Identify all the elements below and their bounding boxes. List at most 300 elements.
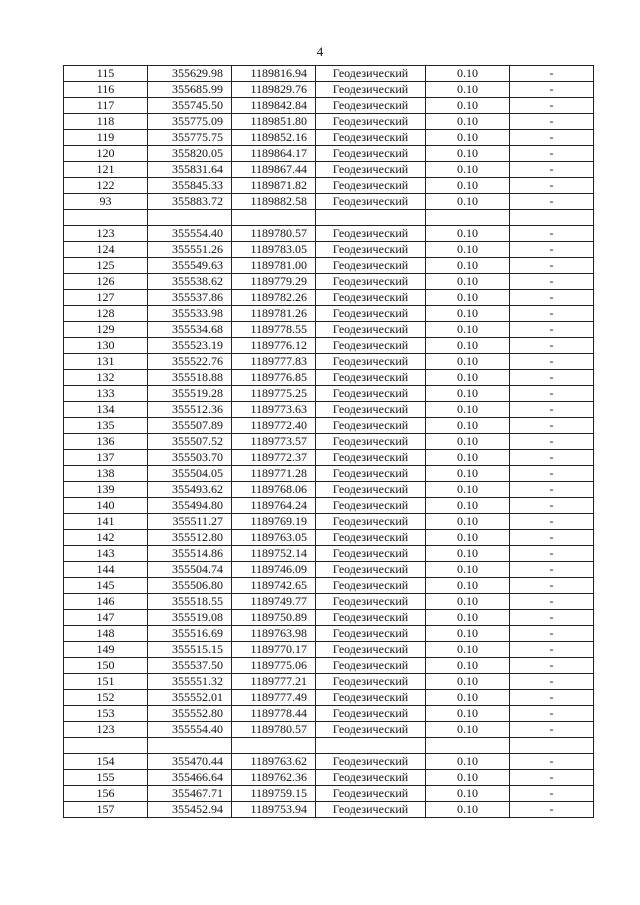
method-cell: Геодезический	[316, 562, 426, 578]
blank-separator-row	[64, 210, 594, 226]
description-cell: -	[510, 402, 594, 418]
method-cell: Геодезический	[316, 482, 426, 498]
table-row	[64, 514, 594, 530]
table-row	[64, 98, 594, 114]
x-coordinate-cell: 355470.44	[148, 754, 232, 770]
point-number-cell: 145	[64, 578, 148, 594]
x-coordinate-cell: 355523.19	[148, 338, 232, 354]
point-number-cell: 119	[64, 130, 148, 146]
accuracy-cell: 0.10	[426, 754, 510, 770]
method-cell: Геодезический	[316, 802, 426, 818]
method-cell: Геодезический	[316, 594, 426, 610]
table-row	[64, 258, 594, 274]
description-cell: -	[510, 722, 594, 738]
table-row	[64, 114, 594, 130]
empty-cell	[510, 210, 594, 226]
description-cell: -	[510, 610, 594, 626]
point-number-cell: 123	[64, 722, 148, 738]
accuracy-cell: 0.10	[426, 642, 510, 658]
description-cell: -	[510, 546, 594, 562]
table-row	[64, 562, 594, 578]
y-coordinate-cell: 1189852.16	[232, 130, 316, 146]
accuracy-cell: 0.10	[426, 82, 510, 98]
point-number-cell: 153	[64, 706, 148, 722]
description-cell: -	[510, 674, 594, 690]
method-cell: Геодезический	[316, 66, 426, 82]
x-coordinate-cell: 355538.62	[148, 274, 232, 290]
method-cell: Геодезический	[316, 306, 426, 322]
method-cell: Геодезический	[316, 578, 426, 594]
y-coordinate-cell: 1189871.82	[232, 178, 316, 194]
description-cell: -	[510, 770, 594, 786]
table-row	[64, 418, 594, 434]
table-row	[64, 594, 594, 610]
accuracy-cell: 0.10	[426, 178, 510, 194]
x-coordinate-cell: 355493.62	[148, 482, 232, 498]
point-number-cell: 132	[64, 370, 148, 386]
x-coordinate-cell: 355507.89	[148, 418, 232, 434]
accuracy-cell: 0.10	[426, 130, 510, 146]
point-number-cell: 154	[64, 754, 148, 770]
accuracy-cell: 0.10	[426, 610, 510, 626]
point-number-cell: 116	[64, 82, 148, 98]
x-coordinate-cell: 355552.01	[148, 690, 232, 706]
y-coordinate-cell: 1189777.49	[232, 690, 316, 706]
x-coordinate-cell: 355516.69	[148, 626, 232, 642]
accuracy-cell: 0.10	[426, 370, 510, 386]
y-coordinate-cell: 1189762.36	[232, 770, 316, 786]
table-row	[64, 66, 594, 82]
point-number-cell: 131	[64, 354, 148, 370]
x-coordinate-cell: 355507.52	[148, 434, 232, 450]
y-coordinate-cell: 1189842.84	[232, 98, 316, 114]
description-cell: -	[510, 242, 594, 258]
table-row	[64, 194, 594, 210]
point-number-cell: 93	[64, 194, 148, 210]
y-coordinate-cell: 1189816.94	[232, 66, 316, 82]
accuracy-cell: 0.10	[426, 562, 510, 578]
point-number-cell: 143	[64, 546, 148, 562]
description-cell: -	[510, 354, 594, 370]
point-number-cell: 151	[64, 674, 148, 690]
accuracy-cell: 0.10	[426, 354, 510, 370]
accuracy-cell: 0.10	[426, 194, 510, 210]
description-cell: -	[510, 802, 594, 818]
x-coordinate-cell: 355512.36	[148, 402, 232, 418]
accuracy-cell: 0.10	[426, 530, 510, 546]
description-cell: -	[510, 130, 594, 146]
method-cell: Геодезический	[316, 418, 426, 434]
table-row	[64, 226, 594, 242]
accuracy-cell: 0.10	[426, 786, 510, 802]
accuracy-cell: 0.10	[426, 514, 510, 530]
method-cell: Геодезический	[316, 658, 426, 674]
y-coordinate-cell: 1189864.17	[232, 146, 316, 162]
point-number-cell: 138	[64, 466, 148, 482]
point-number-cell: 126	[64, 274, 148, 290]
table-row	[64, 610, 594, 626]
description-cell: -	[510, 514, 594, 530]
y-coordinate-cell: 1189770.17	[232, 642, 316, 658]
y-coordinate-cell: 1189775.06	[232, 658, 316, 674]
x-coordinate-cell: 355519.28	[148, 386, 232, 402]
method-cell: Геодезический	[316, 530, 426, 546]
y-coordinate-cell: 1189771.28	[232, 466, 316, 482]
method-cell: Геодезический	[316, 258, 426, 274]
x-coordinate-cell: 355518.88	[148, 370, 232, 386]
method-cell: Геодезический	[316, 194, 426, 210]
accuracy-cell: 0.10	[426, 162, 510, 178]
point-number-cell: 155	[64, 770, 148, 786]
x-coordinate-cell: 355554.40	[148, 722, 232, 738]
y-coordinate-cell: 1189746.09	[232, 562, 316, 578]
accuracy-cell: 0.10	[426, 706, 510, 722]
coordinates-table-body	[64, 66, 594, 818]
accuracy-cell: 0.10	[426, 258, 510, 274]
table-row	[64, 354, 594, 370]
x-coordinate-cell: 355515.15	[148, 642, 232, 658]
table-row	[64, 658, 594, 674]
point-number-cell: 128	[64, 306, 148, 322]
y-coordinate-cell: 1189780.57	[232, 722, 316, 738]
description-cell: -	[510, 306, 594, 322]
accuracy-cell: 0.10	[426, 498, 510, 514]
empty-cell	[510, 738, 594, 754]
x-coordinate-cell: 355552.80	[148, 706, 232, 722]
table-row	[64, 530, 594, 546]
description-cell: -	[510, 530, 594, 546]
point-number-cell: 144	[64, 562, 148, 578]
method-cell: Геодезический	[316, 322, 426, 338]
method-cell: Геодезический	[316, 290, 426, 306]
method-cell: Геодезический	[316, 274, 426, 290]
y-coordinate-cell: 1189772.37	[232, 450, 316, 466]
description-cell: -	[510, 178, 594, 194]
point-number-cell: 127	[64, 290, 148, 306]
y-coordinate-cell: 1189778.44	[232, 706, 316, 722]
description-cell: -	[510, 322, 594, 338]
accuracy-cell: 0.10	[426, 722, 510, 738]
y-coordinate-cell: 1189867.44	[232, 162, 316, 178]
point-number-cell: 122	[64, 178, 148, 194]
x-coordinate-cell: 355537.50	[148, 658, 232, 674]
table-row	[64, 466, 594, 482]
point-number-cell: 130	[64, 338, 148, 354]
accuracy-cell: 0.10	[426, 802, 510, 818]
description-cell: -	[510, 418, 594, 434]
table-row	[64, 402, 594, 418]
accuracy-cell: 0.10	[426, 674, 510, 690]
x-coordinate-cell: 355514.86	[148, 546, 232, 562]
y-coordinate-cell: 1189742.65	[232, 578, 316, 594]
accuracy-cell: 0.10	[426, 434, 510, 450]
y-coordinate-cell: 1189779.29	[232, 274, 316, 290]
method-cell: Геодезический	[316, 82, 426, 98]
table-row	[64, 434, 594, 450]
x-coordinate-cell: 355503.70	[148, 450, 232, 466]
description-cell: -	[510, 466, 594, 482]
description-cell: -	[510, 338, 594, 354]
empty-cell	[426, 738, 510, 754]
x-coordinate-cell: 355504.05	[148, 466, 232, 482]
y-coordinate-cell: 1189780.57	[232, 226, 316, 242]
empty-cell	[232, 738, 316, 754]
accuracy-cell: 0.10	[426, 578, 510, 594]
accuracy-cell: 0.10	[426, 466, 510, 482]
y-coordinate-cell: 1189749.77	[232, 594, 316, 610]
table-row	[64, 626, 594, 642]
method-cell: Геодезический	[316, 546, 426, 562]
method-cell: Геодезический	[316, 642, 426, 658]
y-coordinate-cell: 1189750.89	[232, 610, 316, 626]
y-coordinate-cell: 1189829.76	[232, 82, 316, 98]
y-coordinate-cell: 1189763.62	[232, 754, 316, 770]
y-coordinate-cell: 1189778.55	[232, 322, 316, 338]
y-coordinate-cell: 1189773.63	[232, 402, 316, 418]
point-number-cell: 146	[64, 594, 148, 610]
table-row	[64, 498, 594, 514]
y-coordinate-cell: 1189769.19	[232, 514, 316, 530]
table-row	[64, 770, 594, 786]
x-coordinate-cell: 355554.40	[148, 226, 232, 242]
blank-separator-row	[64, 738, 594, 754]
table-row	[64, 786, 594, 802]
y-coordinate-cell: 1189777.21	[232, 674, 316, 690]
description-cell: -	[510, 754, 594, 770]
empty-cell	[64, 210, 148, 226]
table-row	[64, 274, 594, 290]
accuracy-cell: 0.10	[426, 98, 510, 114]
description-cell: -	[510, 450, 594, 466]
point-number-cell: 139	[64, 482, 148, 498]
x-coordinate-cell: 355745.50	[148, 98, 232, 114]
method-cell: Геодезический	[316, 130, 426, 146]
y-coordinate-cell: 1189781.00	[232, 258, 316, 274]
table-row	[64, 322, 594, 338]
table-row	[64, 642, 594, 658]
table-row	[64, 146, 594, 162]
description-cell: -	[510, 690, 594, 706]
point-number-cell: 140	[64, 498, 148, 514]
coordinates-table-container	[63, 65, 593, 818]
description-cell: -	[510, 498, 594, 514]
accuracy-cell: 0.10	[426, 114, 510, 130]
point-number-cell: 148	[64, 626, 148, 642]
method-cell: Геодезический	[316, 610, 426, 626]
y-coordinate-cell: 1189768.06	[232, 482, 316, 498]
point-number-cell: 115	[64, 66, 148, 82]
description-cell: -	[510, 386, 594, 402]
table-row	[64, 802, 594, 818]
y-coordinate-cell: 1189776.12	[232, 338, 316, 354]
method-cell: Геодезический	[316, 706, 426, 722]
y-coordinate-cell: 1189763.05	[232, 530, 316, 546]
accuracy-cell: 0.10	[426, 482, 510, 498]
y-coordinate-cell: 1189882.58	[232, 194, 316, 210]
method-cell: Геодезический	[316, 370, 426, 386]
x-coordinate-cell: 355533.98	[148, 306, 232, 322]
x-coordinate-cell: 355519.08	[148, 610, 232, 626]
accuracy-cell: 0.10	[426, 450, 510, 466]
description-cell: -	[510, 642, 594, 658]
x-coordinate-cell: 355629.98	[148, 66, 232, 82]
empty-cell	[64, 738, 148, 754]
method-cell: Геодезический	[316, 114, 426, 130]
point-number-cell: 117	[64, 98, 148, 114]
point-number-cell: 157	[64, 802, 148, 818]
empty-cell	[232, 210, 316, 226]
description-cell: -	[510, 82, 594, 98]
description-cell: -	[510, 226, 594, 242]
description-cell: -	[510, 258, 594, 274]
x-coordinate-cell: 355845.33	[148, 178, 232, 194]
x-coordinate-cell: 355518.55	[148, 594, 232, 610]
x-coordinate-cell: 355551.32	[148, 674, 232, 690]
x-coordinate-cell: 355537.86	[148, 290, 232, 306]
accuracy-cell: 0.10	[426, 322, 510, 338]
description-cell: -	[510, 578, 594, 594]
method-cell: Геодезический	[316, 354, 426, 370]
accuracy-cell: 0.10	[426, 386, 510, 402]
y-coordinate-cell: 1189851.80	[232, 114, 316, 130]
x-coordinate-cell: 355512.80	[148, 530, 232, 546]
point-number-cell: 136	[64, 434, 148, 450]
description-cell: -	[510, 706, 594, 722]
table-row	[64, 546, 594, 562]
description-cell: -	[510, 482, 594, 498]
method-cell: Геодезический	[316, 242, 426, 258]
accuracy-cell: 0.10	[426, 66, 510, 82]
method-cell: Геодезический	[316, 98, 426, 114]
y-coordinate-cell: 1189764.24	[232, 498, 316, 514]
empty-cell	[148, 210, 232, 226]
empty-cell	[316, 210, 426, 226]
y-coordinate-cell: 1189775.25	[232, 386, 316, 402]
empty-cell	[316, 738, 426, 754]
table-row	[64, 306, 594, 322]
page-number: 4	[316, 44, 324, 59]
method-cell: Геодезический	[316, 690, 426, 706]
accuracy-cell: 0.10	[426, 338, 510, 354]
empty-cell	[148, 738, 232, 754]
point-number-cell: 129	[64, 322, 148, 338]
method-cell: Геодезический	[316, 386, 426, 402]
point-number-cell: 120	[64, 146, 148, 162]
y-coordinate-cell: 1189776.85	[232, 370, 316, 386]
description-cell: -	[510, 562, 594, 578]
y-coordinate-cell: 1189752.14	[232, 546, 316, 562]
table-row	[64, 82, 594, 98]
y-coordinate-cell: 1189753.94	[232, 802, 316, 818]
y-coordinate-cell: 1189773.57	[232, 434, 316, 450]
point-number-cell: 124	[64, 242, 148, 258]
y-coordinate-cell: 1189781.26	[232, 306, 316, 322]
x-coordinate-cell: 355820.05	[148, 146, 232, 162]
x-coordinate-cell: 355452.94	[148, 802, 232, 818]
table-row	[64, 706, 594, 722]
table-row	[64, 130, 594, 146]
point-number-cell: 133	[64, 386, 148, 402]
description-cell: -	[510, 114, 594, 130]
point-number-cell: 121	[64, 162, 148, 178]
method-cell: Геодезический	[316, 338, 426, 354]
point-number-cell: 152	[64, 690, 148, 706]
accuracy-cell: 0.10	[426, 402, 510, 418]
table-row	[64, 754, 594, 770]
description-cell: -	[510, 194, 594, 210]
accuracy-cell: 0.10	[426, 690, 510, 706]
description-cell: -	[510, 146, 594, 162]
description-cell: -	[510, 66, 594, 82]
method-cell: Геодезический	[316, 514, 426, 530]
point-number-cell: 125	[64, 258, 148, 274]
point-number-cell: 135	[64, 418, 148, 434]
table-row	[64, 290, 594, 306]
description-cell: -	[510, 658, 594, 674]
table-row	[64, 338, 594, 354]
description-cell: -	[510, 98, 594, 114]
x-coordinate-cell: 355831.64	[148, 162, 232, 178]
method-cell: Геодезический	[316, 146, 426, 162]
accuracy-cell: 0.10	[426, 274, 510, 290]
coordinates-table	[63, 65, 594, 818]
method-cell: Геодезический	[316, 178, 426, 194]
table-row	[64, 578, 594, 594]
x-coordinate-cell: 355504.74	[148, 562, 232, 578]
description-cell: -	[510, 786, 594, 802]
table-row	[64, 690, 594, 706]
table-row	[64, 674, 594, 690]
accuracy-cell: 0.10	[426, 658, 510, 674]
accuracy-cell: 0.10	[426, 594, 510, 610]
description-cell: -	[510, 370, 594, 386]
table-row	[64, 450, 594, 466]
y-coordinate-cell: 1189759.15	[232, 786, 316, 802]
x-coordinate-cell: 355534.68	[148, 322, 232, 338]
x-coordinate-cell: 355551.26	[148, 242, 232, 258]
point-number-cell: 149	[64, 642, 148, 658]
accuracy-cell: 0.10	[426, 226, 510, 242]
method-cell: Геодезический	[316, 722, 426, 738]
table-row	[64, 386, 594, 402]
point-number-cell: 134	[64, 402, 148, 418]
method-cell: Геодезический	[316, 162, 426, 178]
method-cell: Геодезический	[316, 498, 426, 514]
y-coordinate-cell: 1189772.40	[232, 418, 316, 434]
table-row	[64, 722, 594, 738]
description-cell: -	[510, 290, 594, 306]
description-cell: -	[510, 594, 594, 610]
accuracy-cell: 0.10	[426, 242, 510, 258]
x-coordinate-cell: 355494.80	[148, 498, 232, 514]
accuracy-cell: 0.10	[426, 546, 510, 562]
accuracy-cell: 0.10	[426, 290, 510, 306]
point-number-cell: 156	[64, 786, 148, 802]
method-cell: Геодезический	[316, 402, 426, 418]
description-cell: -	[510, 274, 594, 290]
empty-cell	[426, 210, 510, 226]
y-coordinate-cell: 1189777.83	[232, 354, 316, 370]
x-coordinate-cell: 355522.76	[148, 354, 232, 370]
point-number-cell: 118	[64, 114, 148, 130]
description-cell: -	[510, 434, 594, 450]
point-number-cell: 141	[64, 514, 148, 530]
description-cell: -	[510, 162, 594, 178]
y-coordinate-cell: 1189782.26	[232, 290, 316, 306]
description-cell: -	[510, 626, 594, 642]
y-coordinate-cell: 1189783.05	[232, 242, 316, 258]
x-coordinate-cell: 355506.80	[148, 578, 232, 594]
